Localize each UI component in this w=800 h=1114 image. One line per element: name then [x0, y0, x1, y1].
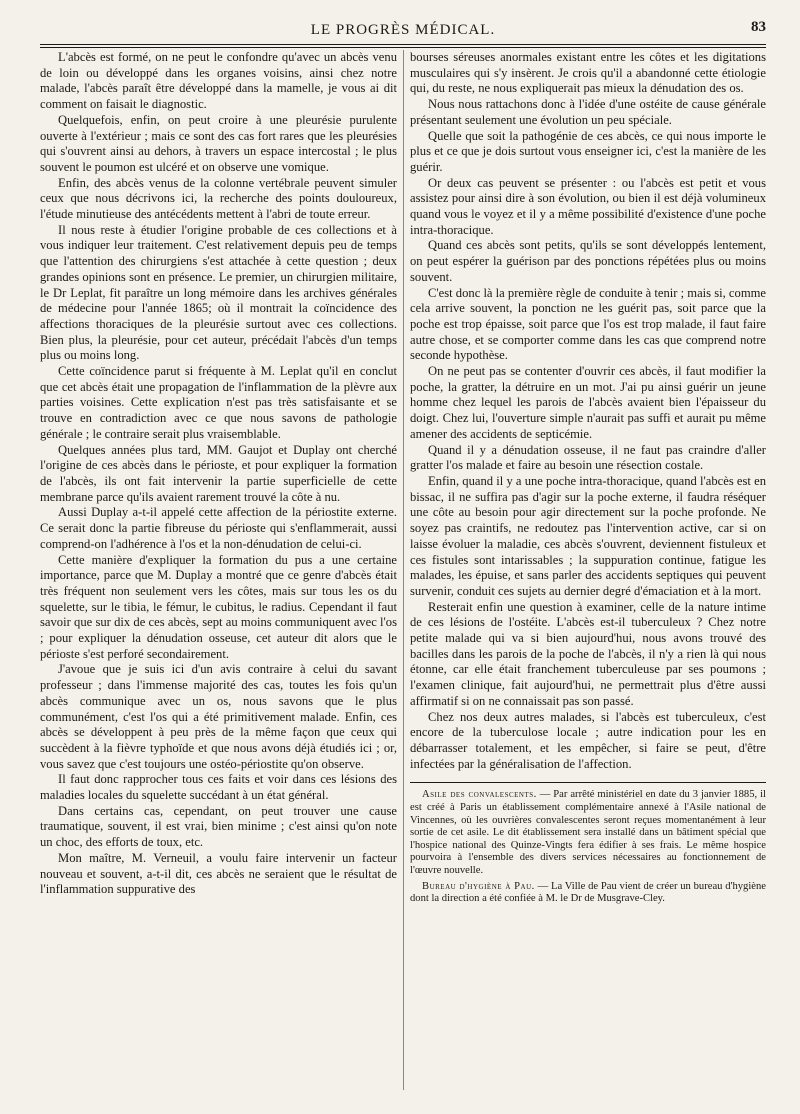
note-heading: Bureau d'hygiène à Pau. [422, 880, 535, 892]
paragraph: Quelques années plus tard, MM. Gaujot et Duplay ont cherché l'origine de ces abcès dans le périoste, et pour expliquer la formation de l'abcès, ils ont fait intervenir la partie superficielle de cette membrane parce qu'ils avaient rarement trouvé la côte à nu. [40, 442, 397, 504]
paragraph: Quand ces abcès sont petits, qu'ils se sont développés lentement, on peut espérer la guérison par des ponctions répétées plus ou moins souvent. [410, 238, 766, 284]
paragraph: Cette coïncidence parut si fréquente à M. Leplat qu'il en conclut que cet abcès était une propagation de l'inflammation de la plèvre aux parties voisines. Cette explication n'est pas très satisfaisante et se trouve en contradiction avec ce que nous savons de pathologie générale ; le contraire serait plus vraisemblable. [40, 364, 397, 441]
paragraph: J'avoue que je suis ici d'un avis contraire à celui du savant professeur ; dans l'immense majorité des cas, toutes les fois qu'un abcès communique avec un os, nous savons que le plus communément, c'est l'os qui a été primitivement malade. Enfin, ces abcès se développent à peu près de la même façon que ceux qui succèdent à la fièvre typhoïde et que nous avons déjà étudiés ici ; or, vous savez que c'est toujours une ostéo-périostite qu'on observe. [40, 662, 397, 771]
paragraph: Chez nos deux autres malades, si l'abcès est tuberculeux, c'est encore de la tuberculose locale ; autre indication pour les en débarrasser totalement, et les empêcher, si faire se peut, d'être infectées par la généralisation de l'affection. [410, 709, 766, 771]
news-notes [410, 789, 766, 905]
paragraph: Cette manière d'expliquer la formation du pus a une certaine importance, parce que M. Duplay a montré que ce genre d'abcès était très fréquent non seulement vers les côtes, mais sur tous les os du squelette, sur le tibia, le fémur, le cubitus, le radius. Cependant il faut savoir que sur dix de ces abcès, sept au moins communiquent avec l'os ; pour expliquer la dénudation osseuse, cet auteur dit alors que le périoste s'est perforé secondairement. [40, 552, 397, 661]
notes-separator [410, 782, 766, 783]
page-number: 83 [751, 19, 766, 35]
paragraph: Quelle que soit la pathogénie de ces abcès, ce qui nous importe le plus et ce que je dois surtout vous enseigner ici, c'est la manière de les guérir. [410, 128, 766, 174]
left-column [40, 50, 397, 1112]
paragraph: Mon maître, M. Verneuil, a voulu faire intervenir un facteur nouveau et souvent, a-t-il dit, ces abcès ne seraient que le résultat de l'inflammation suppurative des [40, 850, 397, 897]
right-column [410, 50, 766, 1112]
news-note [410, 789, 766, 877]
paragraph: Enfin, quand il y a une poche intra-thoracique, quand l'abcès est en bissac, il ne suffira pas d'agir sur la poche externe, il faudra réséquer une côte au besoin pour agir directement sur la poche profonde. Ne soyez pas craintifs, ne redoutez pas l'intervention active, car si on laisse évoluer la maladie, ces abcès s'ouvrent, deviennent fistuleux et ces fistules sont intarissables ; la suppuration continue, fatigue les malades, les épuise, et sans parler des accidents septiques qui peuvent survenir, conduit ces sujets au dernier degré d'émaciation et à la mort. [410, 473, 766, 598]
note-text: — La Ville de Pau vient de créer un bureau d'hygiène dont la direction a été confiée à M. le Dr de Musgrave-Cley. [410, 880, 766, 905]
paragraph: Il faut donc rapprocher tous ces faits et voir dans ces lésions des maladies locales du squelette succédant à un état général. [40, 772, 397, 803]
page-header [40, 14, 766, 44]
note-heading: Asile des convalescents. [422, 789, 537, 801]
paragraph: Quelquefois, enfin, on peut croire à une pleurésie purulente ouverte à l'extérieur ; mais ce sont des cas fort rares que les pleurésies qui s'ouvrent ainsi au dehors, à travers un espace intercostal ; le plus souvent le poumon est ulcéré et on observe une vomique. [40, 112, 397, 174]
header-rule-double [40, 47, 766, 48]
header-rule [40, 44, 766, 45]
paragraph: Enfin, des abcès venus de la colonne vertébrale peuvent simuler ceux que nous décrivons ici, la recherche des points douloureux, l'étude minutieuse des antécédents mettent à l'abri de toute erreur. [40, 175, 397, 222]
note-text: — Par arrêté ministériel en date du 3 janvier 1885, il est créé à Paris un établissement complémentaire annexé à l'Asile national de Vincennes, où les ouvrières convalescentes seront reçues momentanément à leur sortie de cet asile. Le dit établissement sera installé dans un bâtiment spécial que l'hospice national des Quinze-Vingts fera édifier à ses frais. Le même hospice pourvoira à l'ensemble des divers services nécessaires au fonctionnement de l'œuvre nouvelle. [410, 789, 766, 876]
paragraph: Or deux cas peuvent se présenter : ou l'abcès est petit et vous assistez pour ainsi dire à son évolution, ou bien il est déjà volumineux quand vous le voyez et il y a même possibilité d'existence d'une poche intra-thoracique. [410, 175, 766, 237]
news-note [410, 881, 766, 906]
paragraph: C'est donc là la première règle de conduite à tenir ; mais si, comme cela arrive souvent, la ponction ne les guérit pas, soit parce que la poche est trop épaisse, soit parce que l'os est trop malade, il faut faire autre chose, et se comporter comme dans les cas que comprend notre seconde hypothèse. [410, 285, 766, 363]
paragraph: bourses séreuses anormales existant entre les côtes et les digitations musculaires qui s'y insèrent. Je crois qu'il a abandonné cette étiologie qui, du reste, ne nous expliquerait pas mieux la dénudation des os. [410, 50, 766, 96]
paragraph: Aussi Duplay a-t-il appelé cette affection de la périostite externe. Ce serait donc la partie fibreuse du périoste qui s'enflammerait, aussi comprend-on l'adhérence à l'os et la non-dénudation de celui-ci. [40, 505, 397, 551]
journal-title: LE PROGRÈS MÉDICAL. [310, 22, 496, 38]
paragraph: Nous nous rattachons donc à l'idée d'une ostéite de cause générale présentant seulement une évolution un peu spéciale. [410, 97, 766, 127]
paragraph: Quand il y a dénudation osseuse, il ne faut pas craindre d'aller gratter l'os malade et faire au besoin une résection costale. [410, 442, 766, 473]
column-divider [403, 50, 404, 1090]
paragraph: Resterait enfin une question à examiner, celle de la nature intime de ces lésions de l'ostéite. L'abcès est-il tuberculeux ? Chez notre petite malade qui va si bien aujourd'hui, nous avons trouvé des bacilles dans les parois de la poche de l'abcès, il n'y a rien là qui nous étonne, car elle était franchement tuberculeuse par ses poumons ; l'examen clinique, fait aujourd'hui, ne permettrait plus d'être aussi affirmatif si on ne connaissait pas son passé. [410, 599, 766, 708]
paragraph: Il nous reste à étudier l'origine probable de ces collections et à vous indiquer leur traitement. C'est relativement depuis peu de temps que l'attention des chirurgiens s'est attachée à cette question ; deux grandes opinions sont en présence. Le premier, un chirurgien militaire, le Dr Leplat, fit paraître un long mémoire dans les archives générales de médecine pour l'année 1865; où il montrait la coïncidence des affections thoraciques de la pleurésie surtout avec ces collections. Bien plus, la pleurésie, pour cet auteur, précédait l'abcès d'un temps plus ou moins long. [40, 222, 397, 363]
paragraph: On ne peut pas se contenter d'ouvrir ces abcès, il faut modifier la poche, la gratter, la détruire en un mot. J'ai pu ainsi guérir un jeune homme chez lequel les parois de l'abcès avaient bien l'épaisseur du doigt. Chez lui, l'ouverture simple n'aurait pas suffi et aurait pu même amener des accidents de septicémie. [410, 364, 766, 441]
paragraph: Dans certains cas, cependant, on peut trouver une cause traumatique, souvent, il est vrai, bien minime ; c'est ainsi qu'on note un choc, des efforts de toux, etc. [40, 803, 397, 850]
paragraph: L'abcès est formé, on ne peut le confondre qu'avec un abcès venu de loin ou développé dans les organes voisins, ainsi chez notre malade, l'abcès paraît être développé dans la mamelle, je vous ai dit comment on faisait le diagnostic. [40, 50, 397, 112]
